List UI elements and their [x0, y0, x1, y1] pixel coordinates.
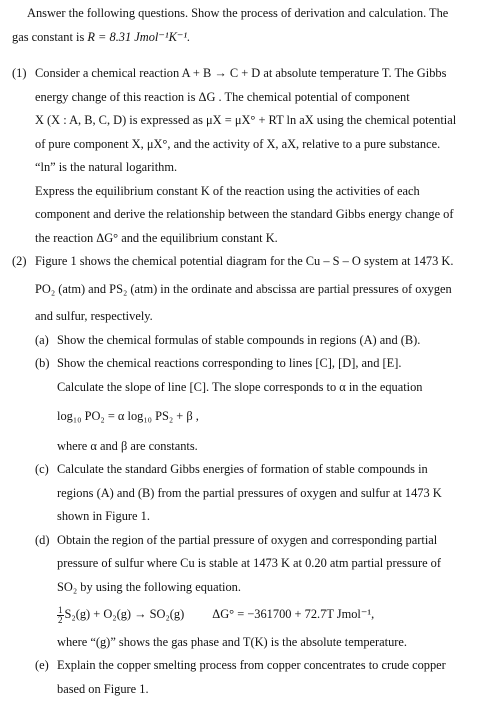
q2c-line-1: [0, 458, 498, 482]
q2c-text-1: Calculate the standard Gibbs energies of formation of stable compounds in: [57, 462, 428, 476]
q2d-line-1: [0, 529, 498, 553]
q1-line-7: component and derive the relationship between the standard Gibbs energy change of: [0, 203, 498, 227]
intro-line-2: [0, 26, 498, 50]
q2e-line-1: [0, 654, 498, 678]
q2b-equation: log₁₀ PO₂ = α log₁₀ PS₂ + β ,: [0, 405, 498, 429]
q2-text-1: Figure 1 shows the chemical potential diagram for the Cu – S – O system at 1473 K.: [35, 254, 453, 268]
q2-line-2: PO₂ (atm) and PS₂ (atm) in the ordinate and abscissa are partial pressures of oxygen: [0, 278, 498, 302]
q2e-line-2: based on Figure 1.: [0, 678, 498, 701]
q1-line-6: Express the equilibrium constant K of the reaction using the activities of each: [0, 180, 498, 204]
gibbs-energy-text: ΔG° = −361700 + 72.7T Jmol⁻¹,: [212, 607, 374, 621]
q2d-line-4: where “(g)” shows the gas phase and T(K) is the absolute temperature.: [0, 631, 498, 655]
q1-line-8: the reaction ΔG° and the equilibrium constant K.: [0, 227, 498, 251]
q2a-line-1: [0, 329, 498, 353]
q2b-line-1: [0, 352, 498, 376]
fraction-denominator: 2: [57, 616, 64, 625]
q2b-line-2: Calculate the slope of line [C]. The slope corresponds to α in the equation: [0, 376, 498, 400]
fraction-numerator: 1: [57, 606, 64, 616]
q1-line-2: energy change of this reaction is ΔG . The chemical potential of component: [0, 86, 498, 110]
question-2: [0, 250, 498, 701]
intro-line-1: Answer the following questions. Show the process of derivation and calculation. The: [0, 2, 498, 26]
q2d-line-3: SO₂ by using the following equation.: [0, 576, 498, 600]
question-1: [0, 62, 498, 250]
gas-constant: R = 8.31 Jmol⁻¹K⁻¹.: [87, 30, 190, 44]
q2b-text-1: Show the chemical reactions corresponding to lines [C], [D], and [E].: [57, 356, 401, 370]
q2c-line-2: regions (A) and (B) from the partial pressures of oxygen and sulfur at 1473 K: [0, 482, 498, 506]
q2b-label: (b): [35, 352, 57, 376]
q2d-text-1: Obtain the region of the partial pressure of oxygen and corresponding partial: [57, 533, 437, 547]
intro-text: gas constant is: [12, 30, 87, 44]
reaction-text: S₂(g) + O₂(g) → SO₂(g): [65, 607, 185, 621]
q2-line-3: and sulfur, respectively.: [0, 305, 498, 329]
q1-line-4: of pure component X, μX°, and the activity of X, aX, relative to a pure substance.: [0, 133, 498, 157]
q2d-reaction-equation: [0, 603, 498, 627]
q1-text-1: Consider a chemical reaction A + B → C + D at absolute temperature T. The Gibbs: [35, 66, 446, 80]
q2c-line-3: shown in Figure 1.: [0, 505, 498, 529]
q2b-line-3: where α and β are constants.: [0, 435, 498, 459]
intro: [0, 2, 498, 49]
q1-line-1: [0, 62, 498, 86]
q2-line-1: [0, 250, 498, 274]
q2a-text-1: Show the chemical formulas of stable compounds in regions (A) and (B).: [57, 333, 420, 347]
q1-line-5: “ln” is the natural logarithm.: [0, 156, 498, 180]
q2a-label: (a): [35, 329, 57, 353]
q1-line-3: X (X : A, B, C, D) is expressed as μX = μX° + RT ln aX using the chemical potential: [0, 109, 498, 133]
q2d-line-2: pressure of sulfur where Cu is stable at 1473 K at 0.20 atm partial pressure of: [0, 552, 498, 576]
q2e-text-1: Explain the copper smelting process from copper concentrates to crude copper: [57, 658, 446, 672]
q2d-label: (d): [35, 529, 57, 553]
half-fraction: [57, 606, 64, 625]
q2-label: (2): [12, 250, 35, 274]
q2c-label: (c): [35, 458, 57, 482]
q1-label: (1): [12, 62, 35, 86]
q2e-label: (e): [35, 654, 57, 678]
